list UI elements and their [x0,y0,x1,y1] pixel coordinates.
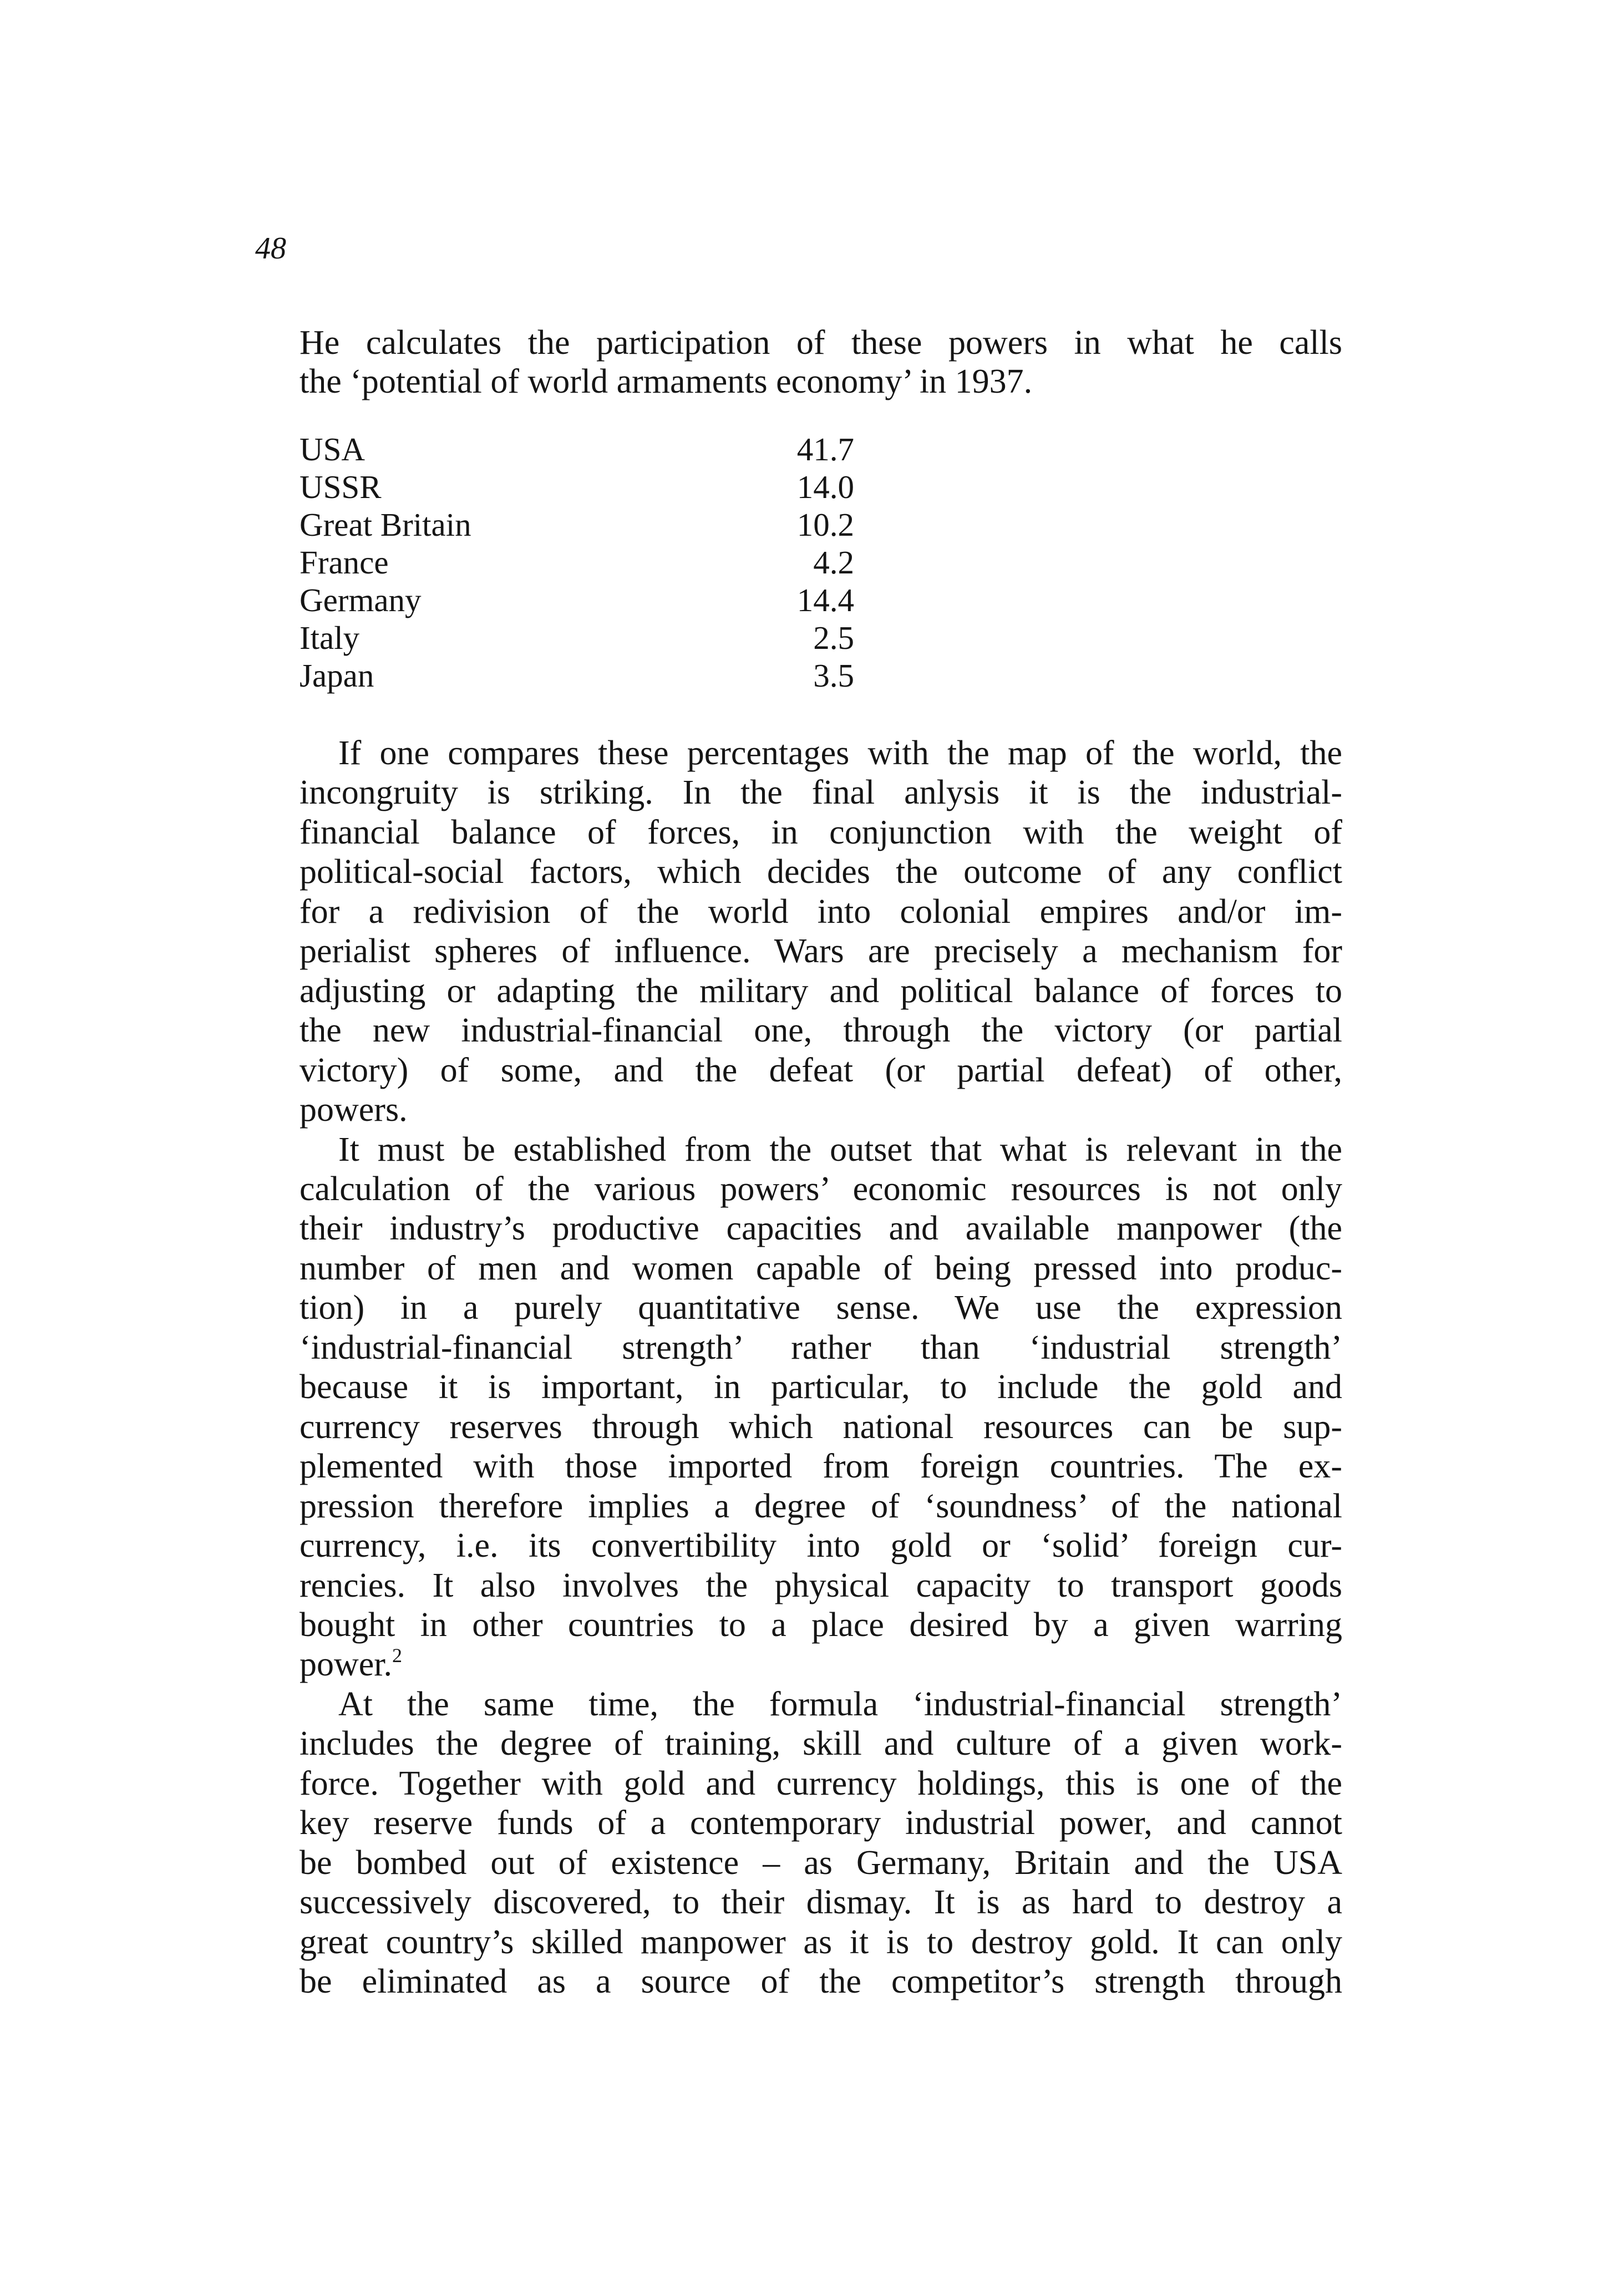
text-line: includes the degree of training, skill and culture of a given work- [300,1725,1342,1763]
percentage-value: 2.5 [813,619,854,656]
text-line: victory) of some, and the defeat (or partial defeat) of other, [300,1051,1342,1089]
percentage-value: 14.4 [796,582,854,618]
text-line: ‘industrial-financial strength’ rather than ‘industrial strength’ [300,1328,1342,1366]
percentage-value: 41.7 [796,431,854,468]
paragraph-comparison [300,734,1342,1130]
percentage-value: 3.5 [813,657,854,694]
text-line: because it is important, in particular, to include the gold and [300,1368,1342,1406]
table-row [300,468,854,506]
body-text [300,734,1342,2002]
text-line: bought in other countries to a place desired by a given warring [300,1606,1342,1644]
text-line: number of men and women capable of being pressed into produc- [300,1249,1342,1287]
text-line: for a redivision of the world into colonial empires and/or im- [300,892,1342,931]
text-line: be eliminated as a source of the competitor’s strength through [300,1963,1342,2001]
text-line: He calculates the participation of these powers in what he calls [300,324,1342,362]
text-line: incongruity is striking. In the final anlysis it is the industrial- [300,774,1342,812]
text-line: calculation of the various powers’ economic resources is not only [300,1170,1342,1208]
table-row [300,506,854,543]
paragraph-industrial-financial-strength [300,1130,1342,1685]
country-name: USA [300,431,366,468]
text-line: adjusting or adapting the military and political balance of forces to [300,972,1342,1010]
country-name: Germany [300,582,422,618]
country-name: France [300,544,389,581]
text-line: currency, i.e. its convertibility into gold or ‘solid’ foreign cur- [300,1527,1342,1565]
footnote-marker: 2 [392,1644,403,1667]
text-line: At the same time, the formula ‘industrial-financial strength’ [338,1685,1342,1723]
text-line: great country’s skilled manpower as it is to destroy gold. It can only [300,1923,1342,1961]
text-line: key reserve funds of a contemporary industrial power, and cannot [300,1804,1342,1842]
table-row [300,619,854,657]
text-line [300,1645,1342,1684]
percentage-value: 14.0 [796,469,854,505]
text-line: If one compares these percentages with the map of the world, the [338,734,1342,772]
text-line: political-social factors, which decides the outcome of any conflict [300,853,1342,891]
intro-paragraph [300,323,1342,401]
text-line: powers. [300,1091,408,1129]
text-line: It must be established from the outset that what is relevant in the [338,1130,1342,1169]
country-name: USSR [300,469,382,505]
text-line: successively discovered, to their dismay. It is as hard to destroy a [300,1883,1342,1922]
percentage-value: 10.2 [796,506,854,543]
armaments-potential-table [300,430,854,694]
text-line: plemented with those imported from foreign countries. The ex- [300,1447,1342,1486]
country-name: Great Britain [300,506,471,543]
text-line: the new industrial-financial one, through the victory (or partial [300,1012,1342,1050]
text-line: perialist spheres of influence. Wars are precisely a mechanism for [300,932,1342,971]
table-row [300,430,854,468]
text-line: their industry’s productive capacities and available manpower (the [300,1210,1342,1248]
table-row [300,581,854,619]
page-number: 48 [255,231,286,266]
text-line-content: power. [300,1645,393,1684]
percentage-value: 4.2 [813,544,854,581]
text-line: financial balance of forces, in conjunction with the weight of [300,813,1342,851]
text-line: force. Together with gold and currency holdings, this is one of the [300,1764,1342,1802]
text-line: be bombed out of existence – as Germany, Britain and the USA [300,1843,1342,1882]
table-row [300,657,854,694]
text-line: pression therefore implies a degree of ‘soundness’ of the national [300,1487,1342,1525]
country-name: Japan [300,657,374,694]
text-line: tion) in a purely quantitative sense. We use the expression [300,1289,1342,1327]
text-line: currency reserves through which national resources can be sup- [300,1408,1342,1446]
text-line: the ‘potential of world armaments economy’ in 1937. [300,363,1033,400]
country-name: Italy [300,619,360,656]
paragraph-skilled-workforce [300,1685,1342,2002]
text-line: rencies. It also involves the physical capacity to transport goods [300,1566,1342,1604]
table-row [300,543,854,581]
